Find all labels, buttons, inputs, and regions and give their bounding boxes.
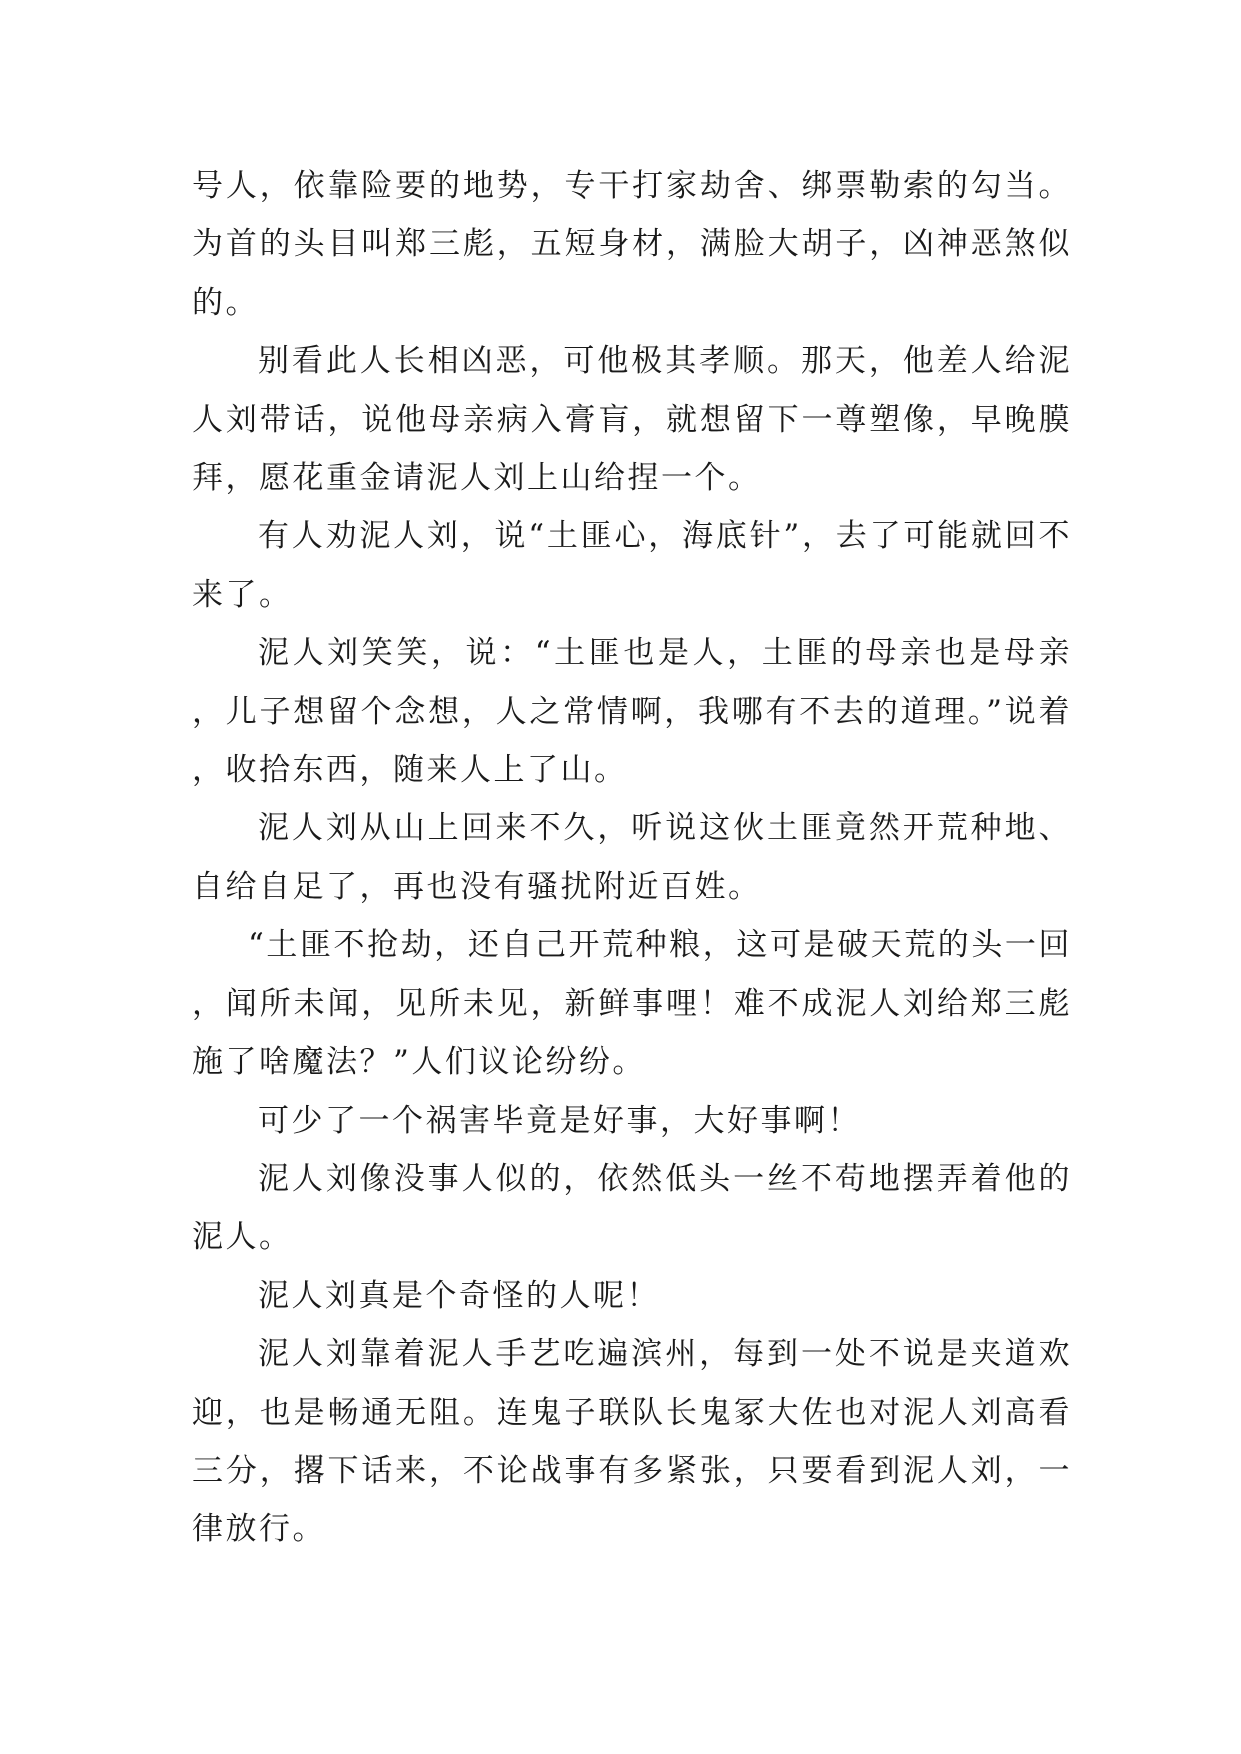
paragraph-1: 号人，依靠险要的地势，专干打家劫舍、绑票勒索的勾当。为首的头目叫郑三彪，五短身材，满脸大胡子，凶神恶煞似的。 <box>192 168 1072 321</box>
paragraph-4: 泥人刘笑笑，说：“土匪也是人，土匪的母亲也是母亲，儿子想留个念想，人之常情啊，我哪有不去的道理。”说着，收拾东西，随来人上了山。 <box>192 635 1072 789</box>
paragraph-7: 可少了一个祸害毕竟是好事，大好事啊！ <box>258 1102 861 1139</box>
paragraph-8: 泥人刘像没事人似的，依然低头一丝不苟地摆弄着他的泥人。 <box>192 1160 1072 1256</box>
paragraph-9: 泥人刘真是个奇怪的人呢！ <box>258 1277 660 1314</box>
paragraph-10: 泥人刘靠着泥人手艺吃遍滨州，每到一处不说是夹道欢迎，也是畅通无阻。连鬼子联队长鬼冢大佐也对泥人刘高看三分，撂下话来，不论战事有多紧张，只要看到泥人刘，一律放行。 <box>192 1336 1072 1548</box>
document-body <box>192 157 1072 1559</box>
paragraph-5: 泥人刘从山上回来不久，听说这伙土匪竟然开荒种地、自给自足了，再也没有骚扰附近百姓。 <box>192 810 1072 905</box>
paragraph-3: 有人劝泥人刘，说“土匪心，海底针”，去了可能就回不来了。 <box>192 518 1072 613</box>
paragraph-2: 别看此人长相凶恶，可他极其孝顺。那天，他差人给泥人刘带话，说他母亲病入膏肓，就想留下一尊塑像，早晚膜拜，愿花重金请泥人刘上山给捏一个。 <box>192 343 1072 497</box>
paragraph-6: “土匪不抢劫，还自己开荒种粮，这可是破天荒的头一回，闻所未闻，见所未见，新鲜事哩！难不成泥人刘给郑三彪施了啥魔法？”人们议论纷纷。 <box>192 927 1072 1081</box>
